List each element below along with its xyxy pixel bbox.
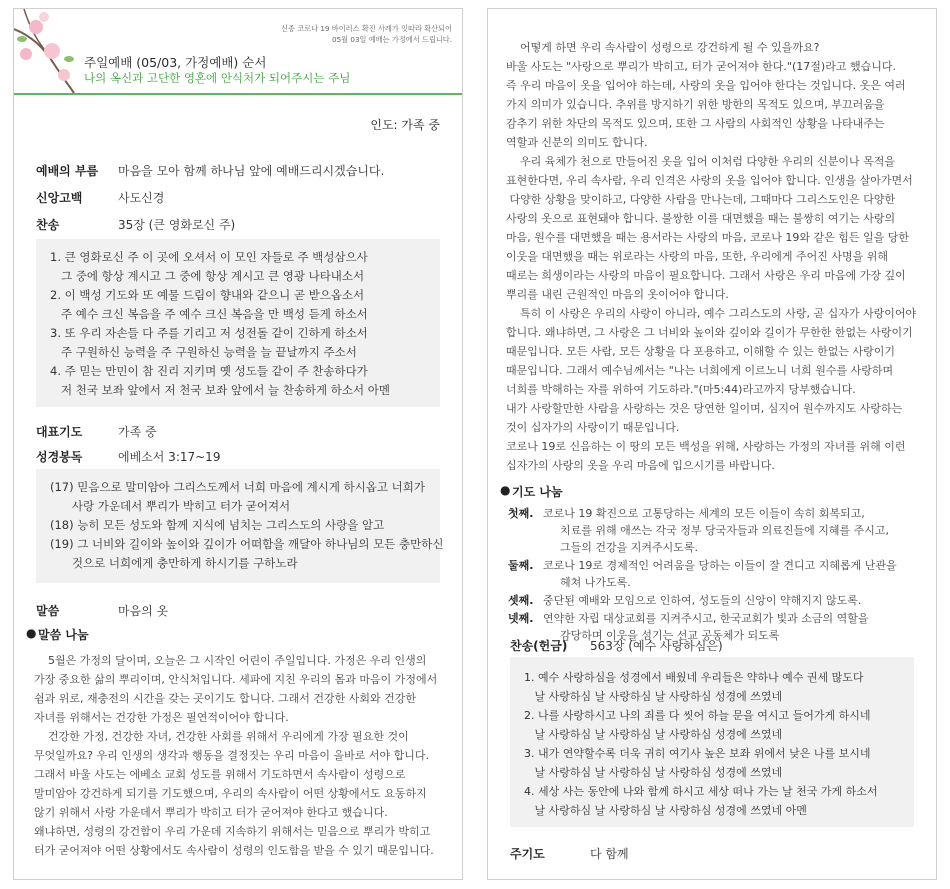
- bullet-dot-icon: ●: [500, 483, 511, 497]
- cherry-blossom-icon: [14, 9, 89, 93]
- scripture-label: 성경봉독: [36, 450, 83, 464]
- body-line: 것이 십자가의 사랑이기 때문입니다.: [506, 421, 680, 434]
- bullet-dot-icon: ●: [26, 626, 37, 640]
- body-line: 때문입니다. 그래서 예수님께서는 "나는 너희에게 이르노니 너희 원수를 사랑하며: [506, 364, 894, 377]
- offering-hymn-value: 563장 (예수 사랑하심은): [590, 639, 723, 653]
- sharing-line: 건강한 가정, 건강한 자녀, 건강한 사회를 위해서 우리에게 가장 필요한 것이: [34, 730, 409, 743]
- scripture-box: [36, 469, 444, 583]
- body-line: 감추기 위한 차단의 목적도 있으며, 또한 그 사람의 사회적인 상황을 나타내주는: [506, 117, 885, 130]
- prayer-2-line: 헤쳐 나가도록.: [560, 576, 631, 589]
- body-line: 내가 사랑할만한 사람을 사랑하는 것은 당연한 일이며, 심지어 원수까지도 사랑하는: [506, 402, 903, 415]
- hymn-line: 저 천국 보좌 앞에서 저 천국 보좌 앞에서 늘 찬송하게 하소서 아멘: [50, 383, 391, 397]
- hymn-line: 1. 큰 영화로신 주 이 곳에 오셔서 이 모인 자들로 주 백성삼으사: [50, 250, 368, 264]
- body-line: 마음, 원수를 대면했을 때는 용서라는 사랑의 마음, 코로나 19와 같은 힘든 일을 당한: [506, 231, 909, 244]
- body-line: 코로나 19로 신음하는 이 땅의 모든 백성을 위해, 사랑하는 가정의 자녀를 위해 이런: [506, 440, 906, 453]
- hymn-line: 4. 주 믿는 만민이 참 진리 지키며 옛 성도들 같이 주 찬송하다가: [50, 364, 368, 378]
- hymn2-line: 1. 예수 사랑하심을 성경에서 배웠네 우리들은 약하나 예수 권세 많도다: [524, 671, 864, 684]
- hymn2-line: 날 사랑하심 날 사랑하심 날 사랑하심 성경에 쓰였네: [524, 728, 783, 741]
- prayer-4-label: 넷째.: [508, 612, 534, 625]
- sharing-title: 말씀 나눔: [38, 628, 89, 642]
- prayer-2-label: 둘째.: [508, 559, 534, 572]
- benediction-value: 다 함께: [590, 847, 629, 861]
- body-line: 즉 우리 마음이 옷을 입어야 하는데, 사랑의 옷을 입어야 한다는 것입니다. 옷은 여러: [506, 79, 906, 92]
- body-line: 너희를 박해하는 자를 위하여 기도하라."(마5:44)라고까지 당부했습니다.: [506, 383, 856, 396]
- scripture-line: (18) 능히 모든 성도와 함께 지식에 넘치는 그리스도의 사랑을 알고: [50, 518, 385, 532]
- hymn-line: 그 중에 항상 계시고 그 중에 항상 계시고 큰 영광 나타내소서: [50, 269, 365, 283]
- body-line: 우리 육체가 천으로 만들어진 옷을 입어 이처럼 다양한 우리의 신분이나 목적을: [506, 155, 895, 168]
- hymn-lyrics-box: [36, 239, 440, 407]
- benediction-label: 주기도: [510, 847, 545, 861]
- notice-line-1: 신종 코로나 19 바이러스 확진 사례가 잇따라 확산되어: [281, 24, 452, 33]
- body-line: 역할과 신분의 의미도 합니다.: [506, 136, 648, 149]
- scripture-line: (17) 믿음으로 말미암아 그리스도께서 너희 마음에 계시게 하시옵고 너희가: [50, 480, 426, 494]
- left-page: [13, 8, 463, 880]
- right-page: [487, 8, 937, 880]
- body-line: 이웃을 대면했을 때는 위로라는 사랑의 마음, 또한, 우리에게 주어진 사명을 위해: [506, 250, 888, 263]
- hymn-line: 3. 또 우리 자손들 다 주를 기리고 저 성전돌 같이 긴하게 하소서: [50, 326, 368, 340]
- call-to-worship-value: 마음을 모아 함께 하나님 앞에 예배드리시겠습니다.: [118, 164, 385, 178]
- prayer-4-line: 감당하며 이웃을 섬기는 선교 공동체가 되도록: [560, 629, 780, 642]
- prayer-1-line: 치료를 위해 애쓰는 각국 정부 당국자들과 의료진들에 지혜를 주시고,: [560, 524, 889, 537]
- sharing-line: 자녀를 위해서는 건강한 가정은 필연적이어야 합니다.: [34, 711, 289, 724]
- hymn-value: 35장 (큰 영화로신 주): [118, 218, 236, 232]
- offering-hymn-lyrics-box: [510, 657, 914, 827]
- body-line: 특히 이 사랑은 우리의 사랑이 아니라, 예수 그리스도의 사랑, 곧 십자가 사랑이어야: [506, 307, 917, 320]
- sharing-line: 그래서 바울 사도는 에베소 교회 성도를 위해서 기도하면서 속사람이 성령으로: [34, 768, 406, 781]
- hymn2-line: 4. 세상 사는 동안에 나와 함께 하시고 세상 떠나 가는 날 천국 가게 하소서: [524, 785, 878, 798]
- hymn2-line: 3. 내가 연약할수록 더욱 귀히 여기사 높은 보좌 위에서 낮은 나를 보시네: [524, 747, 871, 760]
- title-divider: [14, 93, 462, 95]
- hymn2-line: 날 사랑하심 날 사랑하심 날 사랑하심 성경에 쓰였네: [524, 690, 783, 703]
- body-line: 십자가의 사랑의 옷을 우리 마음에 입으시기를 바랍니다.: [506, 459, 775, 472]
- hymn2-line: 2. 나를 사랑하시고 나의 죄를 다 씻어 하늘 문을 여시고 들어가게 하시네: [524, 709, 871, 722]
- sharing-line: 않기 위해서 사랑 가운데서 뿌리가 박히고 터가 굳어져야 한다고 했습니다.: [34, 806, 388, 819]
- hymn-label: 찬송: [36, 218, 60, 232]
- prayer-1-line: 그들의 건강을 지켜주시도록.: [560, 541, 699, 554]
- prayer-label: 대표기도: [36, 425, 83, 439]
- hymn2-line: 날 사랑하심 날 사랑하심 날 사랑하심 성경에 쓰였네 아멘: [524, 804, 807, 817]
- prayer-3-line: 중단된 예배와 모임으로 인하여, 성도들의 신앙이 약해지지 않도록.: [543, 594, 862, 607]
- sharing-line: 쉼과 위로, 재충전의 시간을 갖는 곳이기도 합니다. 그래서 건강한 사회와 건강한: [34, 692, 416, 705]
- body-line: 바울 사도는 "사랑으로 뿌리가 박히고, 터가 굳어져야 한다."(17절)라고 했습니다.: [506, 60, 896, 73]
- creed-value: 사도신경: [118, 191, 165, 205]
- body-line: 합니다. 왜냐하면, 그 사랑은 그 너비와 높이와 깊이와 길이가 무한한 한없는 사랑이기: [506, 326, 913, 339]
- prayer-value: 가족 중: [118, 425, 157, 439]
- scripture-line: 것으로 너희에게 충만하게 하시기를 구하노라: [50, 556, 298, 570]
- prayer-4-line: 연약한 자립 대상교회를 지켜주시고, 한국교회가 빛과 소금의 역할을: [543, 612, 869, 625]
- body-line: 때문입니다. 모든 사람, 모든 상황을 다 포용하고, 이해할 수 있는 한없는 사랑이기: [506, 345, 895, 358]
- prayer-3-label: 셋째.: [508, 594, 534, 607]
- body-line: 사랑의 옷으로 표현돼야 합니다. 불쌍한 이를 대면했을 때는 불쌍히 여기는 사랑의: [506, 212, 896, 225]
- prayer-sharing-title: 기도 나눔: [512, 485, 563, 499]
- sermon-value: 마음의 옷: [118, 604, 169, 618]
- sharing-line: 말미암아 강건하게 되기를 기도했으며, 우리의 속사람이 어떤 상황에서도 요동하지: [34, 787, 427, 800]
- sermon-label: 말씀: [36, 604, 60, 618]
- body-line: 어떻게 하면 우리 속사람이 성령으로 강건하게 될 수 있을까요?: [506, 41, 820, 54]
- prayer-1-label: 첫째.: [508, 507, 534, 520]
- body-line: 뿌리를 내린 근원적인 마음의 옷이어야 합니다.: [506, 288, 729, 301]
- creed-label: 신앙고백: [36, 191, 83, 205]
- sharing-line: 무엇일까요? 우리 인생의 생각과 행동을 결정짓는 우리 마음이 올바로 서야 합니다.: [34, 749, 429, 762]
- sharing-line: 가장 중요한 삶의 뿌리이며, 안식처입니다. 세파에 지친 우리의 몸과 마음이 가정에서: [34, 673, 438, 686]
- scripture-line: 사랑 가운데서 뿌리가 박히고 터가 굳어져서: [50, 499, 291, 513]
- prayer-2-line: 코로나 19로 경제적인 어려움을 당하는 이들이 잘 견디고 지혜롭게 난관을: [543, 559, 897, 572]
- hymn2-line: 날 사랑하심 날 사랑하심 날 사랑하심 성경에 쓰였네: [524, 766, 783, 779]
- leader-label: 인도: 가족 중: [370, 118, 440, 132]
- sharing-line: 터가 굳어져야 어떤 상황에서도 속사람이 성령의 인도함을 받을 수 있기 때문입니다.: [34, 844, 434, 857]
- body-line: 표현한다면, 우리 속사람, 우리 인격은 사랑의 옷을 입어야 합니다. 인생을 살아가면서: [506, 174, 913, 187]
- notice-line-2: 05월 03일 예배는 가정에서 드립니다.: [332, 35, 452, 44]
- body-line: 때로는 희생이라는 사랑의 마음이 필요합니다. 그래서 사랑은 우리 마음에 가장 깊이: [506, 269, 906, 282]
- prayer-1-line: 코로나 19 확진으로 고통당하는 세계의 모든 이들이 속히 회복되고,: [543, 507, 865, 520]
- scripture-value: 에베소서 3:17~19: [118, 450, 221, 464]
- call-to-worship-label: 예배의 부름: [36, 164, 99, 178]
- sharing-line: 5월은 가정의 달이며, 오늘은 그 시작인 어린이 주일입니다. 가정은 우리 인생의: [34, 654, 427, 667]
- scripture-line: (19) 그 너비와 길이와 높이와 깊이가 어떠함을 깨달아 하나님의 모든 충만하신: [50, 537, 444, 551]
- hymn-line: 주 예수 크신 복음을 주 예수 크신 복음을 만 백성 듣게 하소서: [50, 307, 368, 321]
- page-title: 주일예배 (05/03, 가정예배) 순서: [84, 55, 267, 70]
- hymn-line: 2. 이 백성 기도와 또 예물 드림이 향내와 같으니 곧 받으옵소서: [50, 288, 365, 302]
- body-line: 다양한 상황을 맞이하고, 다양한 사람을 만나는데, 그때마다 그리스도인은 다양한: [506, 193, 896, 206]
- sharing-line: 왜냐하면, 성령의 강건함이 우리 가운데 지속하기 위해서는 믿음으로 뿌리가 박히고: [34, 825, 431, 838]
- hymn-line: 주 구원하신 능력을 주 구원하신 능력을 늘 끝날까지 주소서: [50, 345, 357, 359]
- offering-hymn-label: 찬송(헌금): [510, 639, 568, 653]
- body-line: 가지 의미가 있습니다. 추위를 방지하기 위한 방한의 목적도 있으며, 부끄러움을: [506, 98, 885, 111]
- page-subtitle: 나의 옥신과 고단한 영혼에 안식처가 되어주시는 주님: [84, 71, 351, 85]
